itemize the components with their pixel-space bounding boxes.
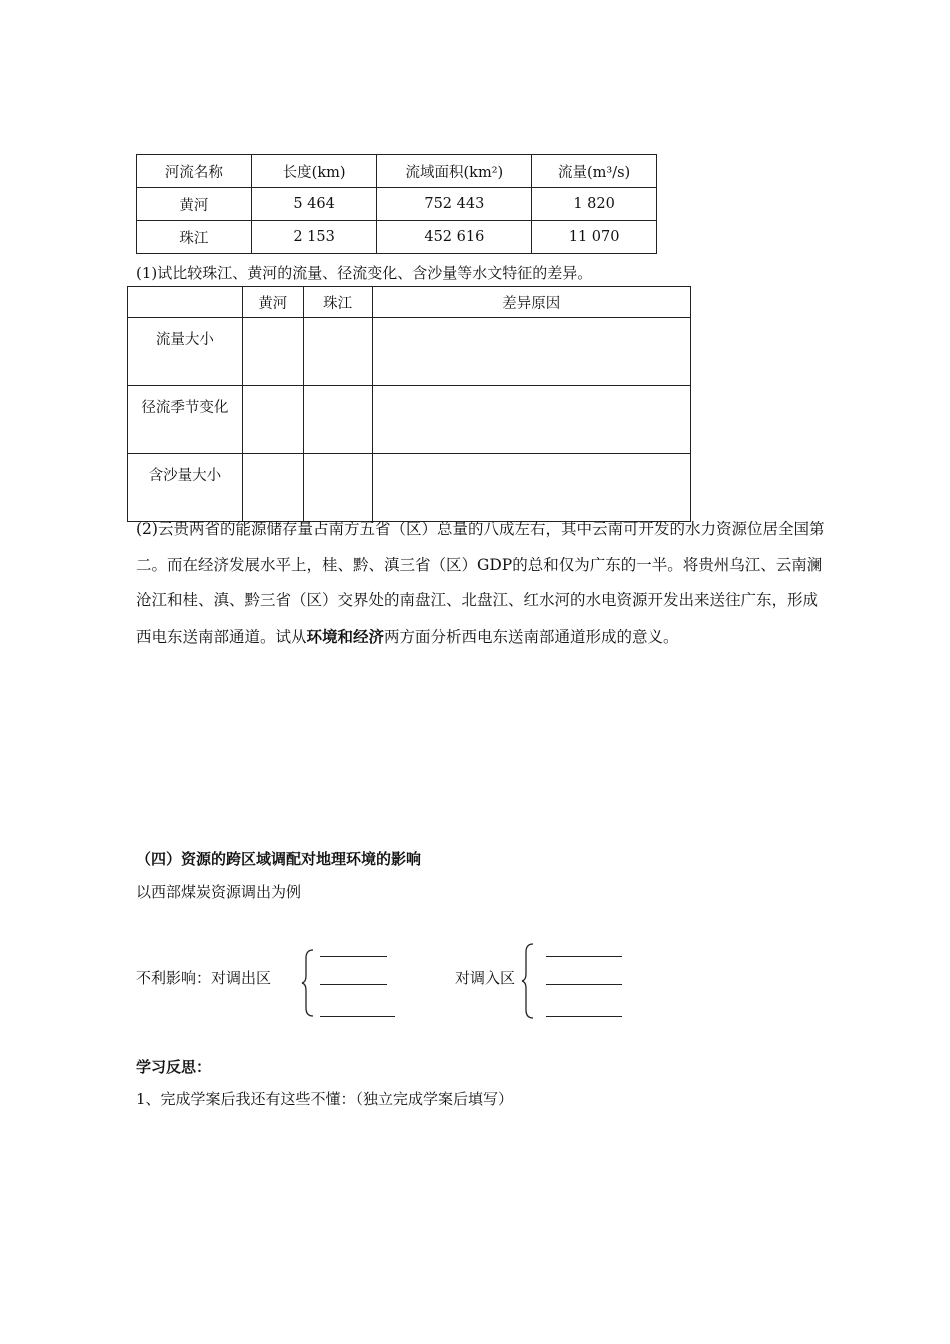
table-header-row	[128, 287, 691, 318]
header-cell: 流量(m³/s)	[532, 155, 657, 188]
question-1: (1)试比较珠江、黄河的流量、径流变化、含沙量等水文特征的差异。	[136, 264, 593, 282]
question-2-text-end: 两方面分析西电东送南部通道形成的意义。	[384, 627, 679, 646]
river-data-table	[136, 154, 657, 254]
table-cell: 752 443	[377, 188, 532, 221]
table-cell: 珠江	[137, 221, 252, 254]
right-brace-icon	[521, 942, 537, 1020]
table-row	[137, 188, 657, 221]
comparison-table	[127, 286, 691, 522]
table-row	[128, 318, 691, 386]
header-cell: 河流名称	[137, 155, 252, 188]
answer-cell[interactable]	[372, 386, 690, 454]
header-cell-empty	[128, 287, 243, 318]
answer-blank[interactable]	[320, 1016, 395, 1017]
row-label: 流量大小	[128, 318, 243, 386]
answer-blank[interactable]	[320, 956, 387, 957]
reflection-title: 学习反思：	[136, 1058, 212, 1076]
table-cell: 11 070	[532, 221, 657, 254]
answer-blank[interactable]	[320, 984, 387, 985]
section-4-title: （四）资源的跨区域调配对地理环境的影响	[136, 850, 422, 868]
question-2-text: (2)云贵两省的能源储存量占南方五省（区）总量的八成左右，其中云南可开发的水力资源位居全国第二。而在经济发展水平上，桂、黔、滇三省（区）GDP的总和仅为广东的一半。将贵州乌江、云南澜沧江和桂、滇、黔三省（区）交界处的南盘江、北盘江、红水河的水电资源开发出来送往广东，形成西电东送南部通道。试从	[136, 520, 825, 646]
header-cell: 长度(km)	[251, 155, 377, 188]
table-cell: 452 616	[377, 221, 532, 254]
answer-cell[interactable]	[242, 386, 303, 454]
header-cell: 差异原因	[372, 287, 690, 318]
table-cell: 黄河	[137, 188, 252, 221]
header-cell: 珠江	[303, 287, 372, 318]
answer-cell[interactable]	[372, 318, 690, 386]
answer-cell[interactable]	[242, 318, 303, 386]
table-cell: 5 464	[251, 188, 377, 221]
reflection-item-1: 1、完成学案后我还有这些不懂：（独立完成学案后填写）	[136, 1090, 514, 1108]
question-2-emphasis: 环境和经济	[306, 626, 385, 646]
section-4-subtitle: 以西部煤炭资源调出为例	[136, 883, 302, 901]
answer-blank[interactable]	[546, 956, 622, 957]
header-cell: 流域面积(km²)	[377, 155, 532, 188]
header-cell: 黄河	[242, 287, 303, 318]
table-header-row	[137, 155, 657, 188]
table-cell: 2 153	[251, 221, 377, 254]
label-export-region: 不利影响：对调出区	[136, 969, 272, 987]
question-2	[136, 512, 826, 655]
row-label: 径流季节变化	[128, 386, 243, 454]
table-cell: 1 820	[532, 188, 657, 221]
table-row	[137, 221, 657, 254]
answer-cell[interactable]	[303, 318, 372, 386]
label-import-region: 对调入区	[455, 969, 516, 987]
answer-blank[interactable]	[546, 1016, 622, 1017]
answer-blank[interactable]	[546, 984, 622, 985]
row-label: 含沙量大小	[128, 454, 243, 522]
left-brace-icon	[301, 948, 317, 1018]
table-row	[128, 386, 691, 454]
answer-cell[interactable]	[303, 386, 372, 454]
